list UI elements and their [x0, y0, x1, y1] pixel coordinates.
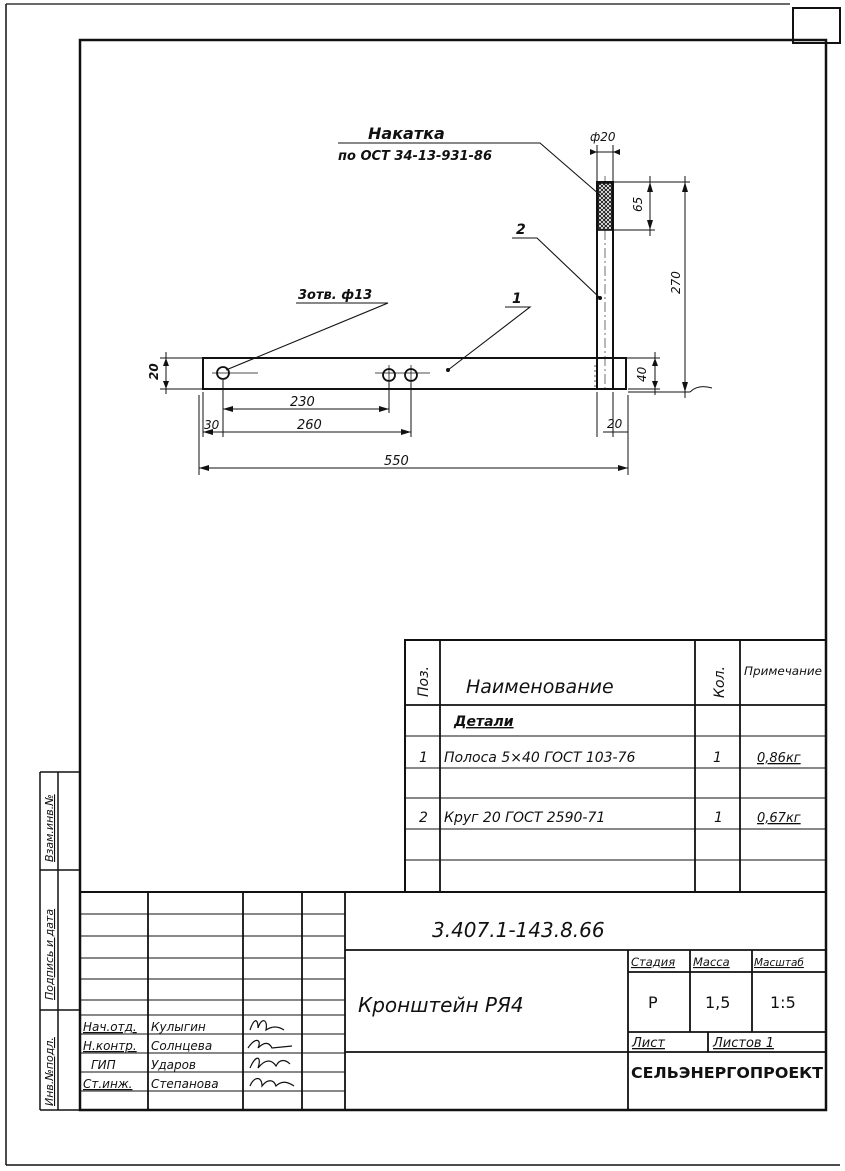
header-name: Наименование — [466, 676, 614, 698]
stamp-signature-date: Подпись и дата — [43, 908, 56, 1000]
sign-role-2: Н.контр. — [83, 1039, 137, 1053]
sign-role-4: Ст.инж. — [83, 1077, 133, 1091]
stamp-replaced-inv: Взам.инв.№ — [43, 794, 56, 862]
side-stamp — [40, 772, 80, 1110]
section-title: Детали — [454, 714, 514, 730]
sheet-label: Лист — [632, 1036, 665, 1051]
spec-table — [405, 640, 826, 892]
drawing-title: Кронштейн РЯ4 — [358, 993, 524, 1017]
header-pos: Поз. — [416, 666, 432, 697]
row-1-pos: 1 — [419, 750, 428, 766]
sign-role-3: ГИП — [91, 1058, 116, 1072]
row-1-qty: 1 — [713, 750, 722, 766]
knurl-area — [598, 183, 612, 230]
header-qty: Кол. — [712, 666, 728, 698]
stage-value: Р — [648, 993, 658, 1012]
dim-260: 260 — [297, 418, 322, 433]
knurl-label: Накатка — [368, 124, 445, 143]
sign-name-2: Солнцева — [151, 1039, 213, 1053]
holes-label: 3отв. ф13 — [298, 288, 373, 303]
dim-20-height: 20 — [147, 363, 161, 380]
organization: СЕЛЬЭНЕРГОПРОЕКТ — [631, 1064, 824, 1082]
dim-270: 270 — [669, 271, 683, 294]
sign-role-1: Нач.отд. — [83, 1020, 137, 1034]
knurl-standard: по ОСТ 34-13-931-86 — [338, 149, 493, 164]
row-2-name: Круг 20 ГОСТ 2590-71 — [444, 810, 606, 826]
strip-part-1 — [203, 358, 626, 389]
mass-value: 1,5 — [705, 993, 731, 1012]
part-1-ref: 1 — [512, 291, 522, 307]
dim-230: 230 — [290, 395, 315, 410]
dim-20-width: 20 — [607, 417, 623, 431]
dim-40: 40 — [635, 366, 649, 382]
row-2-note: 0,67кг — [757, 811, 801, 826]
stamp-inv-orig: Инв.№подл. — [43, 1037, 56, 1106]
doc-code: 3.407.1-143.8.66 — [432, 918, 605, 942]
sign-name-4: Степанова — [151, 1077, 219, 1091]
dim-30: 30 — [204, 418, 220, 432]
sheets-label: Листов 1 — [713, 1036, 774, 1051]
part-drawing — [147, 124, 712, 475]
title-block — [80, 892, 826, 1110]
row-1-name: Полоса 5×40 ГОСТ 103-76 — [444, 750, 636, 766]
row-2-qty: 1 — [714, 810, 723, 826]
scale-value: 1:5 — [770, 993, 796, 1012]
sign-name-3: Ударов — [151, 1058, 196, 1072]
scale-label: Масштаб — [754, 957, 804, 969]
mass-label: Масса — [693, 955, 730, 969]
row-1-note: 0,86кг — [757, 751, 801, 766]
header-note: Примечание — [744, 664, 822, 678]
sheet-frame — [6, 4, 840, 1165]
sign-name-1: Кулыгин — [151, 1020, 206, 1034]
stage-label: Стадия — [631, 955, 676, 969]
dim-550: 550 — [384, 454, 409, 469]
dim-diameter: ф20 — [590, 130, 616, 144]
row-2-pos: 2 — [419, 810, 428, 826]
part-2-ref: 2 — [516, 222, 526, 238]
dim-65: 65 — [631, 196, 645, 212]
